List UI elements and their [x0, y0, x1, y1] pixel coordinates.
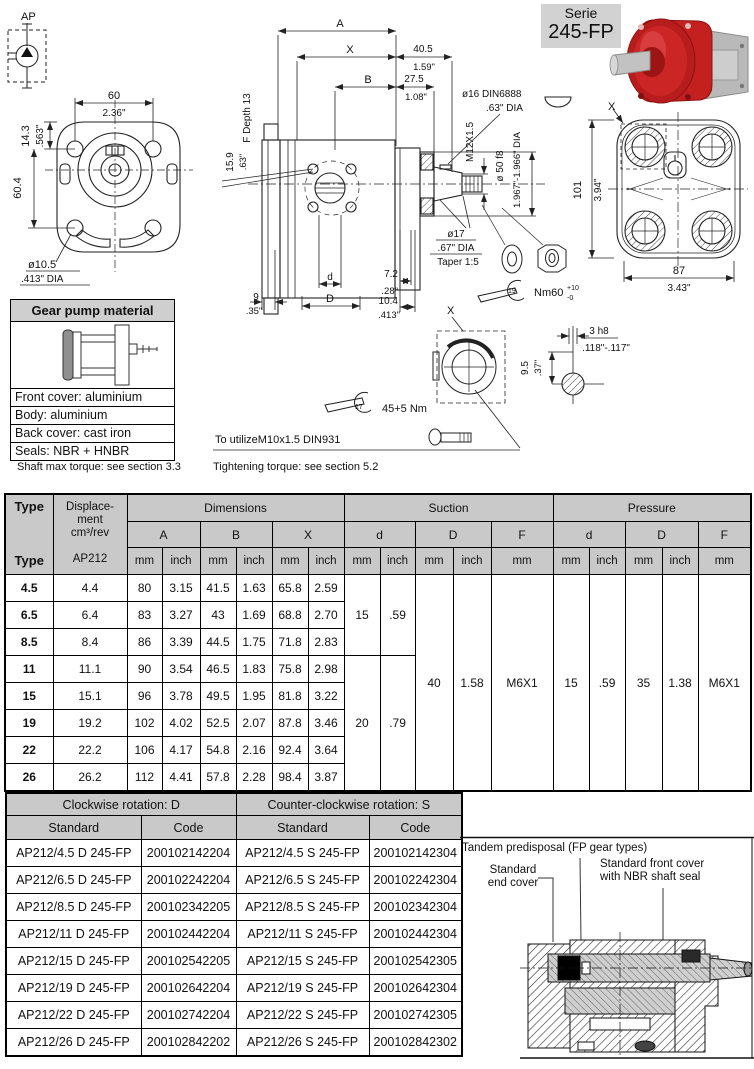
dim-label: 101 — [572, 180, 584, 200]
dim-label: .563" — [35, 124, 46, 148]
counterclockwise-header: Counter-clockwise rotation: S — [236, 793, 462, 816]
material-box-title: Gear pump material — [11, 300, 174, 322]
dim-label: Taper 1:5 — [437, 257, 479, 268]
dim-label: .118"-.117" — [582, 343, 630, 354]
front-cover-label: Standard front cover with NBR shaft seal — [600, 858, 705, 884]
series-number: 245-FP — [548, 21, 614, 44]
displacement-unit: cm³/rev — [70, 526, 110, 539]
unit: mm — [200, 547, 236, 574]
standard-col: Standard — [6, 816, 141, 840]
nut-torque-detail — [478, 205, 579, 302]
material-row: Body: aluminium — [11, 407, 174, 425]
unit: mm — [415, 547, 453, 574]
dim-label: D — [326, 293, 334, 305]
material-row: Back cover: cast iron — [11, 425, 174, 443]
dim-label: 27.5 — [404, 74, 424, 85]
standard-col: Standard — [236, 816, 369, 840]
code-col: Code — [369, 816, 462, 840]
code-row: AP212/22 D 245-FP 200102742204 AP212/22 S 245-FP 200102742305 — [6, 1002, 462, 1029]
material-box — [10, 299, 175, 461]
ordering-codes-table — [5, 792, 463, 1057]
unit: inch — [589, 547, 625, 574]
torque-tolerance-plus: +10 — [567, 285, 579, 292]
group-pressure: Pressure — [553, 494, 751, 522]
header-row-groups — [5, 494, 751, 522]
dim-label: 1.08" — [405, 92, 427, 103]
unit: inch — [162, 547, 200, 574]
col-pressure-F: F — [698, 522, 751, 548]
dim-label: F Depth 13 — [242, 93, 253, 143]
unit: mm — [344, 547, 380, 574]
dims-row: 22 22.2 106 4.17 54.8 2.16 92.4 3.64 — [5, 737, 751, 764]
displacement-label: Displace-ment — [66, 500, 114, 526]
unit: inch — [662, 547, 698, 574]
shaft-torque-note: Shaft max torque: see section 3.3 — [17, 461, 181, 473]
dim-label: 2.36" — [102, 108, 126, 119]
port-x-detail — [213, 331, 520, 450]
col-a: A — [127, 522, 200, 548]
unit: mm — [625, 547, 662, 574]
unit: inch — [453, 547, 491, 574]
dims-row: 26 26.2 112 4.41 57.8 2.28 98.4 3.87 — [5, 764, 751, 792]
code-row: AP212/26 D 245-FP 200102842202 AP212/26 S 245-FP 200102842302 — [6, 1029, 462, 1057]
unit: mm — [491, 547, 553, 574]
dim-label: .63" DIA — [486, 103, 523, 114]
dims-row: 11 11.1 90 3.54 46.5 1.83 75.8 2.98 20 .79 — [5, 656, 751, 683]
dim-label: .63" — [238, 153, 249, 171]
col-displacement — [53, 494, 127, 575]
material-box-drawing — [11, 322, 174, 389]
side-view — [222, 18, 574, 331]
unit: mm — [698, 547, 751, 574]
model-label: AP212 — [72, 553, 108, 566]
torque-label: Nm60 — [534, 287, 564, 299]
key-section-detail — [520, 326, 630, 404]
code-row: AP212/4.5 D 245-FP 200102142204 AP212/4.5 S 245-FP 200102142304 — [6, 840, 462, 867]
dim-label: B — [364, 74, 372, 86]
torque-label: 45+5 Nm — [382, 403, 427, 415]
unit: mm — [553, 547, 589, 574]
dim-label: 3.43" — [667, 283, 691, 294]
dim-label: .67" DIA — [437, 243, 475, 254]
dim-label: 1.59" — [413, 62, 435, 73]
col-pressure-D: D — [625, 522, 698, 548]
dim-label: X — [346, 44, 354, 56]
pressure-d-in: .59 — [589, 575, 625, 792]
col-suction-d: d — [344, 522, 415, 548]
dimensions-table — [4, 493, 752, 792]
pressure-D: 35 — [625, 575, 662, 792]
torque-tolerance-minus: -0 — [567, 295, 574, 302]
col-x: X — [272, 522, 344, 548]
wrench-size-label: 19 — [508, 288, 516, 295]
rotation-header-row — [6, 793, 462, 816]
dims-row: 8.5 8.4 86 3.39 44.5 1.75 71.8 2.83 — [5, 629, 751, 656]
dim-label: .37" — [533, 359, 544, 377]
dim-label: d — [327, 272, 333, 283]
ap-label: AP — [21, 11, 36, 23]
suction-d-large-in: .79 — [380, 656, 415, 792]
pump-photo — [610, 19, 748, 103]
suction-d-large: 20 — [344, 656, 380, 792]
dims-row: 4.5 4.4 80 3.15 41.5 1.63 65.8 2.59 15 .59 40 1.58 M6X1 15 .59 35 1.38 M6X1 — [5, 575, 751, 602]
suction-D: 40 — [415, 575, 453, 792]
series-label: Serie — [564, 5, 598, 21]
col-suction-D: D — [415, 522, 491, 548]
type-label-top: Type — [14, 499, 44, 514]
col-pressure-d: d — [553, 522, 625, 548]
suction-d-small-in: .59 — [380, 575, 415, 656]
code-row: AP212/6.5 D 245-FP 200102242204 AP212/6.5 S 245-FP 200102242304 — [6, 867, 462, 894]
unit: mm — [127, 547, 162, 574]
dim-label: 10.4 — [378, 296, 398, 307]
suction-D-in: 1.58 — [453, 575, 491, 792]
col-suction-F: F — [491, 522, 553, 548]
rear-view — [572, 101, 748, 294]
material-row: Seals: NBR + HNBR — [15, 444, 130, 458]
dim-label: .413" — [378, 310, 400, 321]
unit: inch — [308, 547, 344, 574]
col-b: B — [200, 522, 272, 548]
dim-label: M12X1.5 — [465, 121, 476, 163]
pressure-d: 15 — [553, 575, 589, 792]
code-col: Code — [141, 816, 236, 840]
bolt-note: To utilizeM10x1.5 DIN931 — [215, 434, 341, 446]
wrench-size-label: 17 — [355, 404, 363, 411]
unit: inch — [236, 547, 272, 574]
dim-label: ø 50 f8 — [495, 150, 506, 182]
dims-row: 19 19.2 102 4.02 52.5 2.07 87.8 3.46 — [5, 710, 751, 737]
pressure-F: M6X1 — [698, 575, 751, 792]
dim-label: 9 — [253, 292, 259, 303]
front-view — [12, 90, 193, 285]
dim-label: 60.4 — [12, 177, 24, 199]
dims-row: 15 15.1 96 3.78 49.5 1.95 81.8 3.22 — [5, 683, 751, 710]
unit: mm — [272, 547, 308, 574]
dim-label: 3 h8 — [589, 326, 609, 337]
tandem-title: Tandem predisposal (FP gear types) — [462, 842, 648, 854]
unit: inch — [380, 547, 415, 574]
dim-label: 1.967"-1.966" DIA — [512, 132, 523, 208]
dim-label: .35" — [245, 306, 263, 317]
dim-label: ø17 — [447, 229, 465, 240]
dim-label: 14.3 — [20, 125, 32, 147]
type-label-bottom: Type — [14, 553, 44, 568]
dim-label: ø10.5 — [28, 259, 57, 271]
dim-label: ø16 DIN6888 — [462, 89, 522, 100]
standard-code-header-row — [6, 816, 462, 840]
code-row: AP212/15 D 245-FP 200102542205 AP212/15 S 245-FP 200102542305 — [6, 948, 462, 975]
dim-label: 60 — [107, 90, 121, 102]
ap-symbol — [8, 11, 46, 88]
end-cover-label: Standard end cover — [487, 864, 539, 890]
dim-label: X — [447, 305, 455, 317]
material-row: Front cover: aluminium — [11, 389, 174, 407]
code-row: AP212/11 D 245-FP 200102442204 AP212/11 S 245-FP 200102442304 — [6, 921, 462, 948]
dim-label: 9.5 — [520, 361, 531, 375]
code-row: AP212/19 D 245-FP 200102642204 AP212/19 S 245-FP 200102642304 — [6, 975, 462, 1002]
pressure-D-in: 1.38 — [662, 575, 698, 792]
dim-label: 7.2 — [384, 269, 398, 280]
clockwise-header: Clockwise rotation: D — [6, 793, 236, 816]
dim-label: 87 — [672, 265, 686, 277]
suction-F: M6X1 — [491, 575, 553, 792]
tightening-torque-note: Tightening torque: see section 5.2 — [213, 461, 379, 473]
suction-d-small: 15 — [344, 575, 380, 656]
group-dimensions: Dimensions — [127, 494, 344, 522]
group-suction: Suction — [344, 494, 553, 522]
dim-label: .28" — [381, 286, 398, 297]
dim-label: 15.9 — [225, 152, 236, 172]
tandem-cross-section — [460, 836, 754, 1069]
code-row: AP212/8.5 D 245-FP 200102342205 AP212/8.5 S 245-FP 200102342304 — [6, 894, 462, 921]
dim-label: 3.94" — [593, 178, 604, 202]
dim-label: .413" DIA — [21, 274, 64, 285]
series-badge — [541, 4, 621, 48]
col-type — [5, 494, 53, 575]
dims-row: 6.5 6.4 83 3.27 43 1.69 68.8 2.70 — [5, 602, 751, 629]
dim-label: A — [336, 18, 344, 30]
dim-label: X — [608, 101, 616, 113]
dim-label: 40.5 — [413, 44, 433, 55]
